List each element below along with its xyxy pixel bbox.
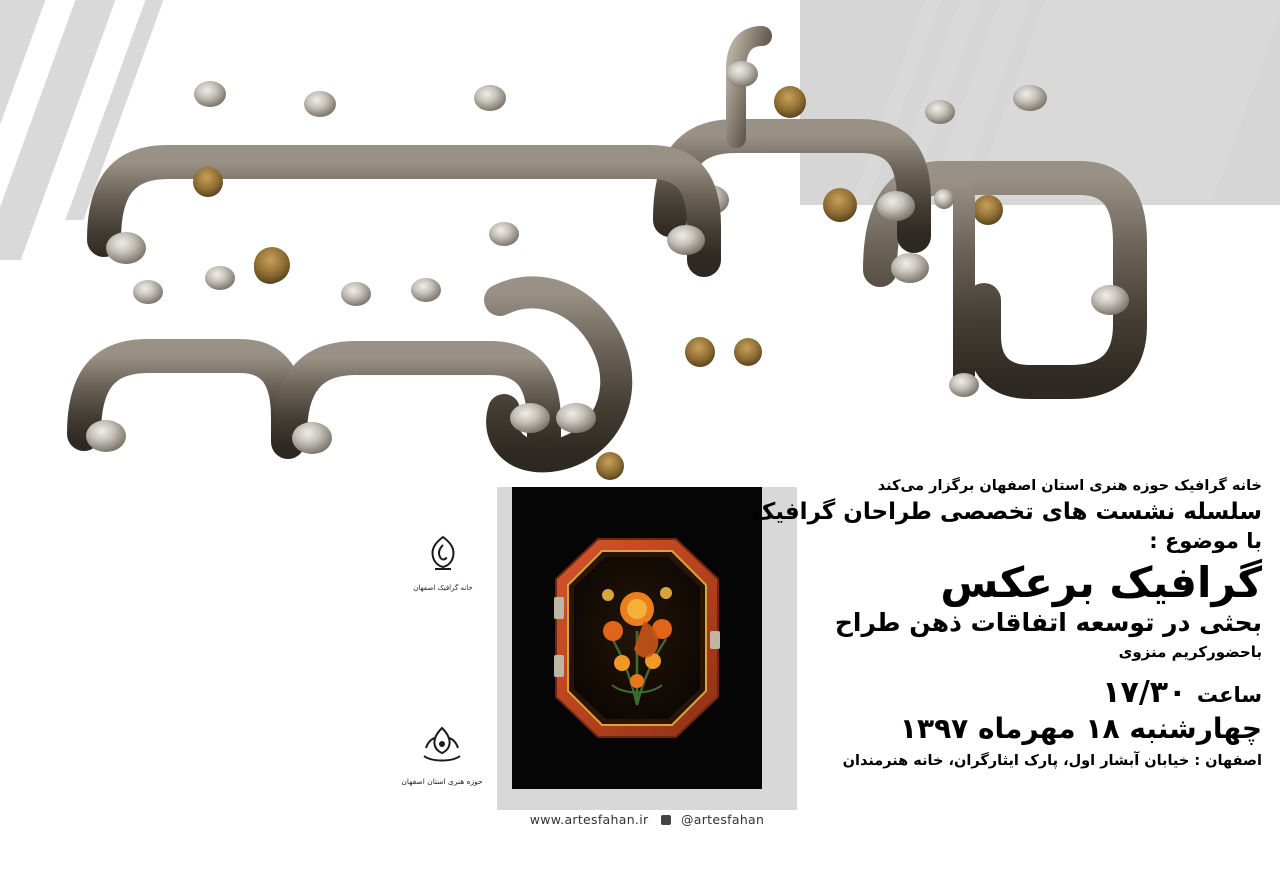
- poster-subtitle: بحثی در توسعه اتفاقات ذهن طراح: [834, 608, 1262, 638]
- art-department-logo-icon: [414, 724, 470, 770]
- poster-title: گرافیک برعکس: [940, 558, 1262, 607]
- footer: [497, 812, 797, 827]
- social-handle[interactable]: @artesfahan: [680, 812, 765, 827]
- time-value: ۱۷/۳۰: [1102, 675, 1187, 711]
- lacquer-artwork-image: [512, 487, 762, 789]
- address-line: اصفهان : خیابان آبشار اول، پارک ایثارگران، خانه هنرمندان: [842, 753, 1262, 770]
- organizer-line: خانه گرافیک حوزه هنری استان اصفهان برگزار می‌کند: [877, 478, 1262, 494]
- khaneh-graphic-logo-caption: خانه گرافیک اصفهان: [413, 584, 473, 592]
- graphic-house-logo-icon: [421, 533, 465, 577]
- guest-line: باحضورکریم منزوی: [1118, 643, 1262, 662]
- website-link[interactable]: www.artesfahan.ir: [529, 812, 649, 827]
- series-line: سلسله نشست های تخصصی طراحان گرافیک: [751, 499, 1262, 525]
- honari-logo-caption: حوزه هنری استان اصفهان: [401, 777, 483, 786]
- poster-text-block: [742, 478, 1262, 769]
- time-label: ساعت: [1196, 683, 1262, 708]
- subject-label: با موضوع :: [1149, 529, 1262, 553]
- time-line: [742, 675, 1262, 710]
- date-line: چهارشنبه ۱۸ مهرماه ۱۳۹۷: [899, 712, 1262, 746]
- honari-logo: [396, 724, 488, 786]
- khaneh-graphic-logo: [412, 533, 474, 592]
- instagram-icon: [661, 815, 671, 825]
